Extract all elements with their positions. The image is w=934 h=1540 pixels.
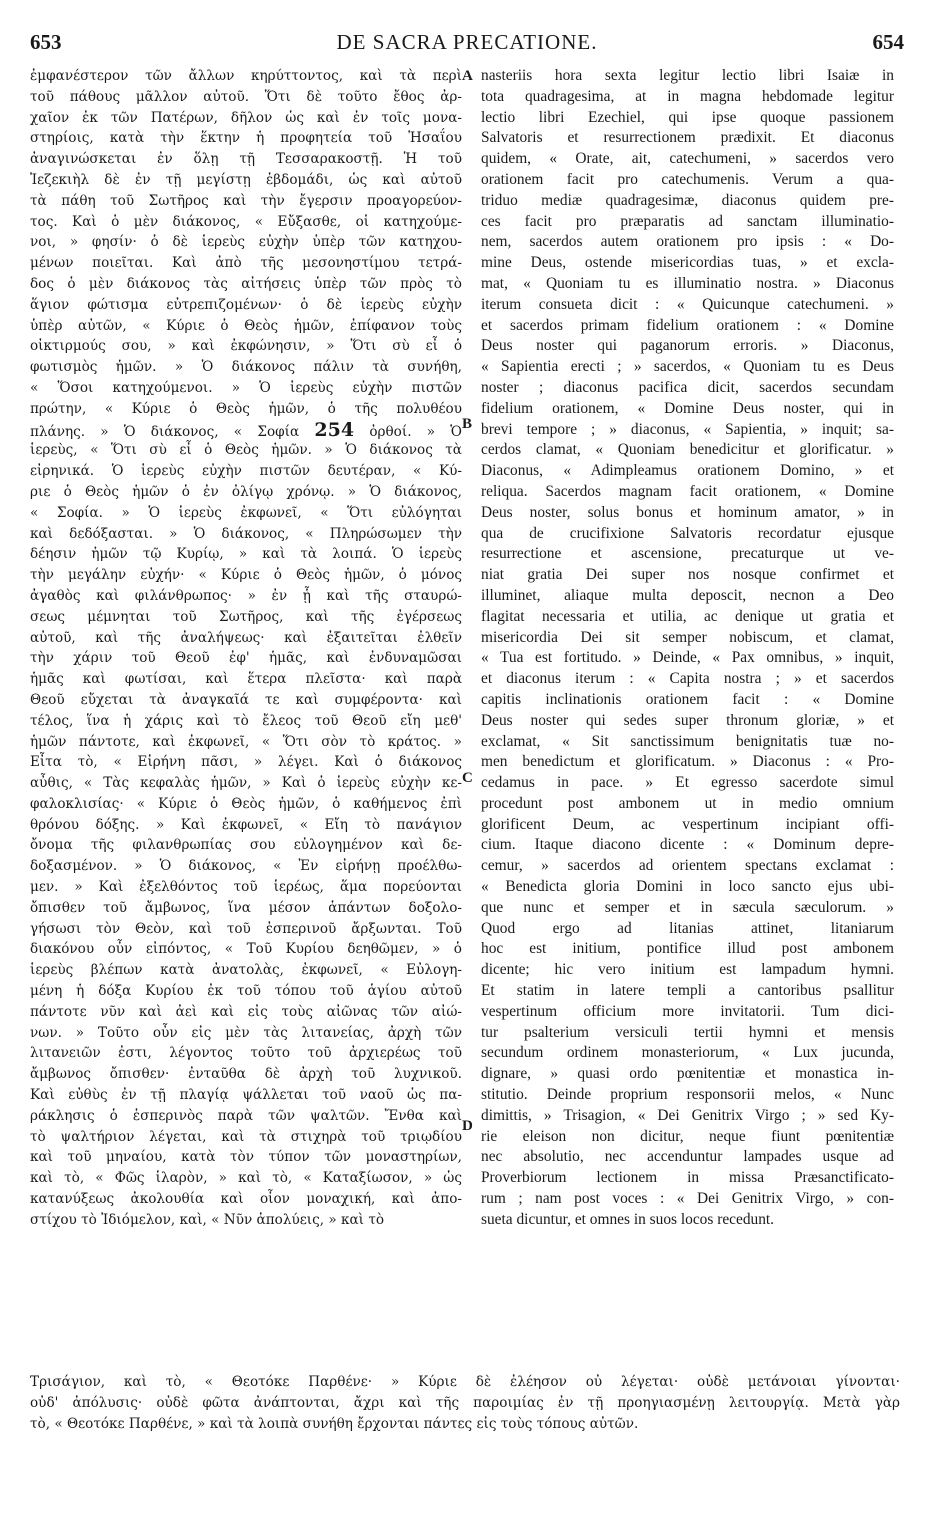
latin-line: flagitat necessaria et utilia, ac denique ut gratia et — [481, 607, 894, 625]
latin-line: « Benedicta gloria Domini in loco sancto ejus ubi- — [481, 878, 894, 896]
greek-line: ράκλησις ὁ ἑσπερινὸς παρὰ τῶν ψαλτῶν. Ἔνθα καὶ — [30, 1107, 462, 1124]
greek-line: μένη ἡ δόξα Κυρίου ἐκ τοῦ τόπου τοῦ ἁγίου αὐτοῦ — [30, 983, 462, 1000]
greek-line: πάντοτε νῦν καὶ ἀεὶ καὶ εἰς τοὺς αἰῶνας τῶν αἰώ- — [30, 1003, 462, 1020]
greek-line: ἱερεὺς, « Ὅτι σὺ εἶ ὁ Θεὸς ἡμῶν. » Ὁ διάκονος τὰ — [30, 442, 462, 459]
latin-line: Deus noster qui sedes super thronum gloriæ, » et — [481, 711, 894, 729]
running-title: DE SACRA PRECATIONE. — [336, 30, 598, 54]
latin-line: cium. Itaque diacono dicente : « Dominum depre- — [481, 836, 894, 854]
greek-line: ὄνομα τῆς φιλανθρωπίας σου εὐλογημένον καὶ δε- — [30, 837, 462, 854]
latin-line: lectio libri Ezechiel, qui ipse quoque passionem — [481, 108, 894, 126]
latin-line: « Sapientia erecti ; » sacerdos, « Quoniam tu es Deus — [481, 358, 894, 376]
greek-line: « Ὅσοι κατηχούμενοι. » Ὁ ἱερεὺς εὐχὴν πιστῶν — [30, 379, 462, 396]
latin-line: et diaconus iterum : « Capita nostra ; » et sacerdos — [481, 670, 894, 688]
greek-line: τὸ ψαλτήριον λέγεται, καὶ τὰ στιχηρὰ τοῦ τριῳδίου — [30, 1128, 462, 1145]
greek-line: Ἰεζεκιὴλ δὲ ἐν τῇ μεγίστῃ ἑβδομάδι, ὡς καὶ αὐτοῦ — [30, 171, 462, 188]
latin-line: dimittis, » Trisagion, « Dei Genitrix Virgo ; » sed Ky- — [481, 1106, 894, 1124]
greek-line: πλάνης. » Ὁ διάκονος, « Σοφία 254 ὀρθοί. » Ὁ — [30, 419, 462, 441]
greek-line: ἄμβωνος ὄπισθεν· ἐνταῦθα δὲ ἀρχὴ τοῦ λυχνικοῦ. — [30, 1066, 462, 1083]
greek-line: στίχου τὸ Ἰδιόμελον, καὶ, « Νῦν ἀπολύεις, » καὶ τὸ — [30, 1211, 385, 1228]
margin-marker-b: B — [462, 416, 473, 432]
running-header — [0, 30, 934, 60]
greek-line: Εἶτα τὸ, « Εἰρήνη πᾶσι, » λέγει. Καὶ ὁ διάκονος — [30, 754, 462, 771]
greek-line: τοῦ πάθους μᾶλλον αὐτοῦ. Ὅτι δὲ τοῦτο ἔθος ἀρ- — [30, 88, 462, 105]
latin-line: dignare, » quasi ordo pœnitentiæ et monastica in- — [481, 1065, 894, 1083]
greek-line: οἰκτιρμούς σου, » καὶ ἐκφώνησιν, » Ὅτι σὺ εἶ ὁ — [30, 338, 462, 355]
greek-line: ἅγιον φώτισμα εὐτρεπιζομένων· ὁ δὲ ἱερεὺς εὐχὴν — [30, 296, 462, 313]
latin-line: et sacerdos primam fidelium orationem : « Domine — [481, 316, 894, 334]
greek-line: εἰρηνικά. Ὁ ἱερεὺς εὐχὴν πιστῶν δευτέραν, « Κύ- — [30, 463, 462, 480]
greek-line: δοξασμένον. » Ὁ διάκονος, « Ἐν εἰρήνῃ προέλθω- — [30, 858, 462, 875]
greek-line: ἀγαθὸς καὶ φιλάνθρωπος· » ἐν ᾗ καὶ τῆς σταυρώ- — [30, 587, 462, 604]
greek-line: πρώτην, « Κύριε ὁ Θεὸς ἡμῶν, ὁ τῆς πολυθέου — [30, 400, 462, 417]
greek-line: Καὶ εὐθὺς ἐν τῇ πλαγίᾳ ψάλλεται τοῦ ναοῦ ὡς πα- — [30, 1087, 462, 1104]
latin-line: vespertinum officium more invitatorii. Tum dici- — [481, 1002, 894, 1020]
greek-line: ἀναγινώσκεται ἐν ὅλῃ τῇ Τεσσαρακοστῇ. Ἡ τοῦ — [30, 151, 462, 168]
latin-line: Quod ergo ad litanias attinet, litaniarum — [481, 919, 894, 937]
right-page-number: 654 — [872, 30, 904, 54]
greek-line: τος. Καὶ ὁ μὲν διάκονος, « Εὔξασθε, οἱ κατηχούμε- — [30, 213, 462, 230]
greek-line: σεως μέμνηται τοῦ Σωτῆρος, καὶ τῆς ἐγέρσεως — [30, 608, 462, 625]
greek-line: καὶ δεδόξασται. » Ὁ διάκονος, « Πληρώσωμεν τὴν — [30, 525, 462, 542]
latin-line: triduo mediæ quadragesimæ, diaconus quidem pre- — [481, 191, 894, 209]
latin-line: glorificent Deum, ac vespertinum incipiant offi- — [481, 815, 894, 833]
latin-line: procedunt post ambonem ut in medio omnium — [481, 794, 894, 812]
left-page-number: 653 — [30, 30, 62, 54]
greek-line: τέλος, ἵνα ἡ χάρις καὶ τὸ ἔλεος τοῦ Θεοῦ εἴη μεθ' — [30, 712, 462, 729]
greek-line: ἡμῶν πάντοτε, καὶ ἐκφωνεῖ, « Ὅτι σὸν τὸ κράτος. » — [30, 733, 462, 750]
latin-line: illuminet, aliaque multa deposcit, necnon a Deo — [481, 586, 894, 604]
latin-line: nem, sacerdos autem orationem pro ipsis : « Do- — [481, 233, 894, 251]
greek-line: τὴν μεγάλην εὐχήν· « Κύριε ὁ Θεὸς ἡμῶν, ὁ μόνος — [30, 567, 462, 584]
inline-page-number: 254 — [314, 419, 355, 441]
latin-line: niat gratia Dei super nos nosque confirmet et — [481, 566, 894, 584]
latin-line: brevi tempore ; » diaconus, « Sapientia, » inquit; sa- — [481, 420, 894, 438]
greek-line: μεν. » Καὶ ἐξελθόντος τοῦ ἱερέως, ἅμα πορεύονται — [30, 879, 462, 896]
latin-line: nasteriis hora sexta legitur lectio libri Isaiæ in — [481, 67, 894, 84]
latin-line: Deus noster qui paganorum erroris. » Diaconus, — [481, 337, 894, 355]
footer-greek-line: τὸ, « Θεοτόκε Παρθένε, » καὶ τὰ λοιπὰ συνήθη ἔρχονται πάντες εἰς τοὺς τόπους αὐτῶν. — [30, 1415, 639, 1432]
greek-line: ὄπισθεν τοῦ ἄμβωνος, ἵνα μέσον ἁπάντων δοξολο- — [30, 899, 462, 916]
greek-line: στηρίοις, κατὰ τὴν ἕκτην ἡ προφητεία τοῦ Ἡσαΐου — [30, 130, 462, 147]
latin-line: cerdos clamat, « Quoniam benedicitur et glorificatur. » — [481, 441, 894, 459]
margin-marker-a: A — [462, 68, 473, 84]
greek-line: φωτισμὸς ἡμῶν. » Ὁ διάκονος πάλιν τὰ συνήθη, — [30, 359, 462, 376]
latin-line: quidem, « Orate, ait, catechumeni, » sacerdos vero — [481, 150, 894, 168]
latin-line: tur psalterium versiculi tertii hymni et mensis — [481, 1023, 894, 1041]
latin-line: mine Deus, ostende misericordias tuas, » et excla- — [481, 254, 894, 272]
margin-marker-d: D — [462, 1118, 473, 1134]
latin-line: qua de crucifixione Salvatoris recordatur ejusque — [481, 524, 894, 542]
latin-line: dicente; hic vero initium est lampadum hymni. — [481, 961, 894, 979]
greek-line: λιτανειῶν ἐστι, λέγοντος τοῦτο τοῦ ἀρχιερέως τοῦ — [30, 1045, 462, 1062]
greek-line: νων. » Τοῦτο οὖν εἰς μὲν τὰς λιτανείας, ἀρχὴ τῶν — [30, 1024, 462, 1041]
greek-text-column — [30, 66, 462, 1231]
latin-line: rum ; nam post voces : « Dei Genitrix Virgo, » con- — [481, 1190, 894, 1208]
latin-line: mat, « Quoniam tu es illuminatio nostra. » Diaconus — [481, 274, 894, 292]
latin-line: fidelium orationem, « Domine Deus noster, qui in — [481, 399, 894, 417]
latin-line: misericordia Dei sit semper nobiscum, et clamat, — [481, 628, 894, 646]
latin-line: men benedictum et glorificatum. » Diaconus : « Pro- — [481, 753, 894, 771]
greek-line: διακόνου οὖν εἰπόντος, « Τοῦ Κυρίου δεηθῶμεν, » ὁ — [30, 941, 462, 958]
latin-line: capitis inclinationis orationem facit : « Domine — [481, 690, 894, 708]
greek-line: Θεοῦ εὔχεται τὰ ἀναγκαῖά τε καὶ συμφέροντα· καὶ — [30, 691, 462, 708]
latin-line: Proverbiorum lectionem in missa Præsanctificato- — [481, 1169, 894, 1187]
latin-line: reliqua. Sacerdos magnam facit orationem, « Domine — [481, 482, 894, 500]
latin-line: Salvatoris et resurrectionem prædixit. Et diaconus — [481, 129, 894, 147]
greek-footer-text — [30, 1372, 900, 1434]
latin-line: noster ; diaconus pacifica dicit, sacerdos secundam — [481, 378, 894, 396]
latin-line: secundum ordinem monasteriorum, « Lux jucunda, — [481, 1044, 894, 1062]
greek-line: « Σοφία. » Ὁ ἱερεὺς ἐκφωνεῖ, « Ὅτι εὐλόγηται — [30, 504, 462, 521]
latin-line: exclamat, « Sit sanctissimum benignitatis tuæ no- — [481, 732, 894, 750]
latin-line: « Tua est fortitudo. » Deinde, « Pax omnibus, » inquit, — [481, 649, 894, 667]
greek-line: ἡμᾶς καὶ φωτίσαι, καὶ ἕτερα πλεῖστα· καὶ παρὰ — [30, 671, 462, 688]
greek-line: ἐμφανέστερον τῶν ἄλλων κηρύττοντος, καὶ τὰ περὶ — [30, 68, 462, 84]
latin-line: nec absolutio, nec accenduntur lampades usque ad — [481, 1148, 894, 1166]
greek-line: μένων ποιεῖται. Καὶ ἀπὸ τῆς μεσονηστίμου τετρά- — [30, 255, 462, 272]
greek-line: θρόνου δόξης. » Καὶ ἐκφωνεῖ, « Εἴη τὸ πανάγιον — [30, 816, 462, 833]
latin-line: hoc est initium, pontifice illud post ambonem — [481, 940, 894, 958]
latin-line: stitutio. Deinde proprium responsorii melos, « Nunc — [481, 1086, 894, 1104]
margin-marker-c: C — [462, 770, 473, 786]
greek-line: κατανύξεως ἀκολουθία καὶ οἷον μοναχική, καὶ ἀπο- — [30, 1191, 462, 1208]
latin-line: cemur, » sacerdos ad orientem spectans exclamat : — [481, 857, 894, 875]
greek-line: ριε ὁ Θεὸς ἡμῶν ὁ ἐν ὀλίγῳ χρόνῳ. » Ὁ διάκονος, — [30, 483, 462, 500]
greek-line: χαῖον ἐκ τῶν Πατέρων, δῆλον ὡς καὶ ἐν τοῖς μονα- — [30, 109, 462, 126]
latin-line: cedamus in pace. » Et egresso sacerdote simul — [481, 774, 894, 792]
latin-line: ces facit pro præparatis ad sanctam illuminatio- — [481, 212, 894, 230]
latin-line: tota quadragesima, at in magna hebdomade legitur — [481, 87, 894, 105]
greek-line: καὶ τὸ, « Φῶς ἱλαρὸν, » καὶ τὸ, « Καταξίωσον, » ὡς — [30, 1170, 462, 1187]
latin-line: que nunc et semper et in sæcula sæculorum. » — [481, 898, 894, 916]
greek-line: νοι, » φησίν· ὁ δὲ ἱερεὺς εὐχὴν ὑπὲρ τῶν κατηχου- — [30, 234, 462, 251]
latin-line: Deus noster, solus bonus et hominum amator, » in — [481, 503, 894, 521]
greek-line: τὴν χάριν τοῦ Θεοῦ ἐφ' ἡμᾶς, καὶ ἐνδυναμῶσαι — [30, 650, 462, 667]
latin-line: rie eleison non dicitur, neque fiunt pœnitentiæ — [481, 1127, 894, 1145]
greek-line: τὰ πάθη τοῦ Σωτῆρος καὶ τὴν ἔγερσιν προαγορεύον- — [30, 192, 462, 209]
latin-line: iterum consueta dicit : « Quicunque catechumeni. » — [481, 295, 894, 313]
latin-line: orationem facit pro catechumenis. Verum a qua- — [481, 170, 894, 188]
greek-line: αὐτοῦ, καὶ τῆς ἀναλήψεως· καὶ ἐξαιτεῖται ἐλθεῖν — [30, 629, 462, 646]
greek-line: φαλοκλισίας· « Κύριε ὁ Θεὸς ἡμῶν, ὁ καθήμενος ἐπὶ — [30, 795, 462, 812]
latin-text-column — [481, 66, 894, 1231]
greek-line: ἱερεὺς βλέπων κατὰ ἀνατολὰς, ἐκφωνεῖ, « Εὐλογη- — [30, 962, 462, 979]
footer-greek-line: Τρισάγιον, καὶ τὸ, « Θεοτόκε Παρθένε· » Κύριε δὲ ἐλέησον οὐ λέγεται· οὐδὲ μετάνοιαι γίνονται· — [30, 1374, 900, 1390]
greek-line: δέησιν ἡμῶν τῷ Κυρίῳ, » καὶ τὰ λοιπά. Ὁ ἱερεὺς — [30, 546, 462, 563]
greek-line: αὖθις, « Τὰς κεφαλὰς ἡμῶν, » Καὶ ὁ ἱερεὺς εὐχὴν κε- — [30, 775, 462, 792]
greek-line: καὶ τοῦ μηναίου, κατὰ τὸν τύπον τῶν μοναστηρίων, — [30, 1149, 462, 1166]
greek-line: γήσωσι τὸν Θεὸν, καὶ τοῦ ἑσπερινοῦ ἄρξωνται. Τοῦ — [30, 920, 462, 937]
greek-line: ὑπὲρ αὐτῶν, « Κύριε ὁ Θεὸς ἡμῶν, ἐπίφανον τοὺς — [30, 317, 462, 334]
latin-line: Diaconus, « Adimpleamus orationem Domino, » et — [481, 462, 894, 480]
greek-line: δος ὁ μὲν διάκονος τὰς αἰτήσεις ὑπὲρ τῶν πρὸς τὸ — [30, 275, 462, 292]
latin-line: Et statim in latere templi a cantoribus psallitur — [481, 982, 894, 1000]
footer-greek-line: οὐδ' ἀπόλυσις· οὐδὲ φῶτα ἀνάπτονται, ἄχρι καὶ τῆς παροιμίας ἐν τῇ προηγιασμένῃ λειτουργίᾳ. Μετὰ γὰρ — [30, 1394, 900, 1411]
latin-line: resurrectione et ascensione, precaturque ut ve- — [481, 545, 894, 563]
latin-line: sueta dicuntur, et omnes in suos locos recedunt. — [481, 1210, 775, 1228]
